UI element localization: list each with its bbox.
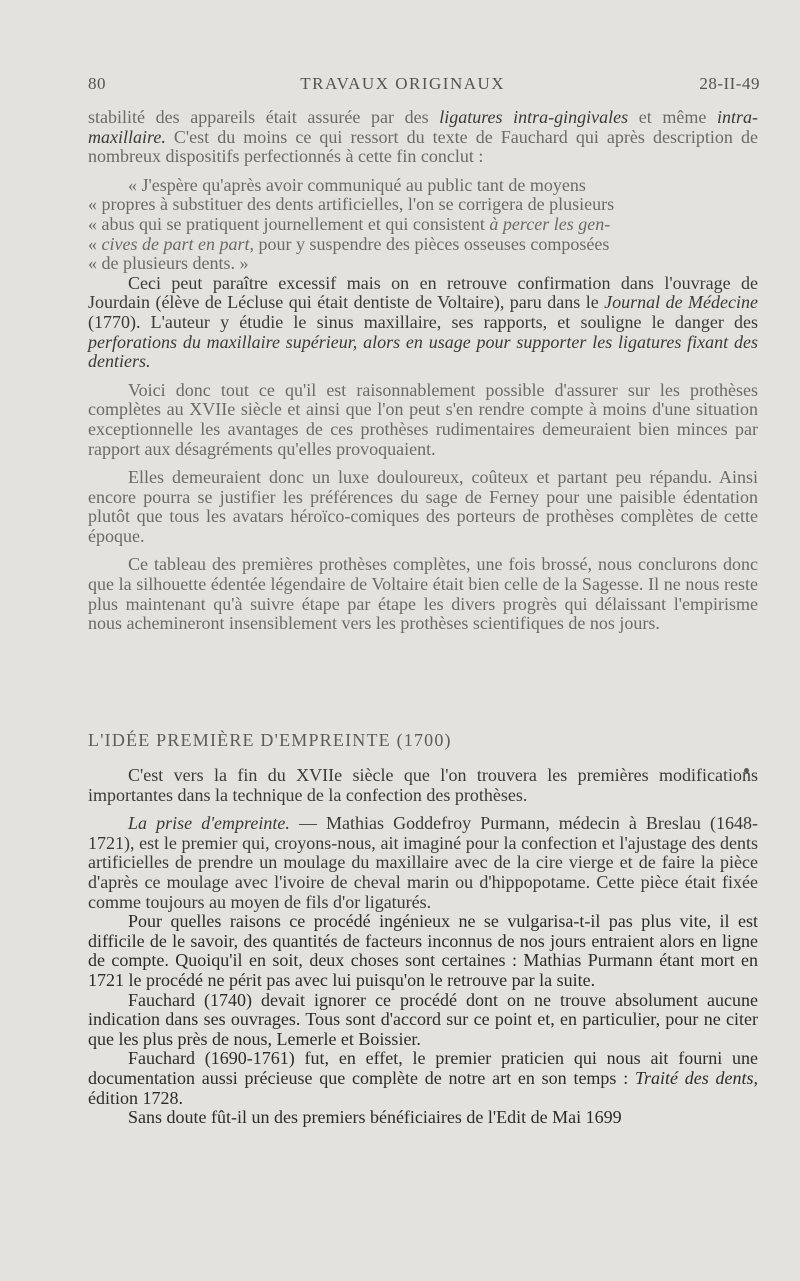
paragraph: Ceci peut paraître excessif mais on en retrouve confirmation dans l'ouvrage de Jourdain (élève de Lécluse qui était dentiste de Voltaire), paru dans le Journal de Médecine (1770). L'auteur y étudie le sinus maxillaire, ses rapports, et souligne le danger des perforations du maxillaire supérieur, alors en usage pour supporter les ligatures fixant des dentiers.	[88, 272, 758, 372]
paragraph: Ce tableau des premières prothèses complètes, une fois brossé, nous conclurons donc que la silhouette édentée légendaire de Voltaire était bien celle de la Sagesse. Il ne nous reste plus maintenant qu'à suivre étape par étape les divers progrès qui délaissant l'empirisme nous achemineront insensiblement vers les prothèses scientifiques de nos jours.	[88, 554, 758, 634]
body-text-bottom	[88, 766, 758, 1128]
body-text-top	[88, 108, 758, 634]
section-heading: L'IDÉE PREMIÈRE D'EMPREINTE (1700)	[88, 730, 452, 750]
page-number: 80	[88, 74, 106, 93]
running-title: TRAVAUX ORIGINAUX	[300, 74, 506, 93]
paragraph: Pour quelles raisons ce procédé ingénieux ne se vulgarisa-t-il pas plus vite, il est difficile de le savoir, des quantités de facteurs inconnus de nos jours entraient alors en ligne de compte. Quoiqu'il en soit, deux choses sont certaines : Mathias Purmann étant mort en 1721 le procédé ne périt pas avec lui puisqu'on le retrouve par la suite.	[88, 911, 758, 990]
issue-date: 28-II-49	[699, 74, 760, 93]
running-header	[88, 74, 760, 94]
quote-line: « de plusieurs dents. »	[88, 253, 249, 274]
quote-line: « cives de part en part, pour y suspendre des pièces osseuses composées	[88, 233, 610, 254]
paragraph: Fauchard (1690-1761) fut, en effet, le premier praticien qui nous ait fourni une documentation aussi précieuse que complète de notre art en son temps : Traité des dents, édition 1728.	[88, 1048, 758, 1108]
paragraph: C'est vers la fin du XVIIe siècle que l'on trouvera les premières modifications importantes dans la technique de la confection des prothèses.	[88, 765, 758, 805]
paragraph: Voici donc tout ce qu'il est raisonnablement possible d'assurer sur les prothèses complètes au XVIIe siècle et ainsi que l'on peut s'en rendre compte à moins d'une situation exceptionnelle les avantages de ces prothèses rudimentaires demeuraient bien minces par rapport aux désagréments qu'elles provoquaient.	[88, 379, 758, 459]
quote-line: « propres à substituer des dents artificielles, l'on se corrigera de plusieurs	[88, 194, 615, 215]
paragraph: La prise d'empreinte. — Mathias Goddefroy Purmann, médecin à Breslau (1648-1721), est le premier qui, croyons-nous, ait imaginé pour la confection et l'ajustage des dents artificielles de prendre un moulage du maxillaire avec de la cire vierge et de faire la pièce d'après ce moulage avec l'ivoire de cheval marin ou d'hippopotame. Cette pièce était fixée comme toujours au moyen de fils d'or ligaturés.	[88, 813, 758, 912]
paragraph: Fauchard (1740) devait ignorer ce procédé dont on ne trouve absolument aucune indication dans ses ouvrages. Tous sont d'accord sur ce point et, en particulier, pour ne citer que les plus près de nous, Lemerle et Boissier.	[88, 989, 758, 1049]
paragraph: Sans doute fût-il un des premiers bénéficiaires de l'Edit de Mai 1699	[128, 1107, 622, 1128]
quotation	[88, 176, 758, 274]
quote-line: « J'espère qu'après avoir communiqué au public tant de moyens	[128, 174, 586, 195]
paragraph: stabilité des appareils était assurée par des ligatures intra-gingivales et même intra-maxillaire. C'est du moins ce qui ressort du texte de Fauchard qui après description de nombreux dispositifs perfectionnés à cette fin conclut :	[88, 107, 758, 167]
quote-line: « abus qui se pratiquent journellement et qui consistent à percer les gen-	[88, 213, 611, 234]
paragraph: Elles demeuraient donc un luxe douloureux, coûteux et partant peu répandu. Ainsi encore pourra se justifier les préférences du sage de Ferney pour une paisible édentation plutôt que tous les avatars héroïco-comiques des porteurs de prothèses complètes de cette époque.	[88, 467, 758, 546]
